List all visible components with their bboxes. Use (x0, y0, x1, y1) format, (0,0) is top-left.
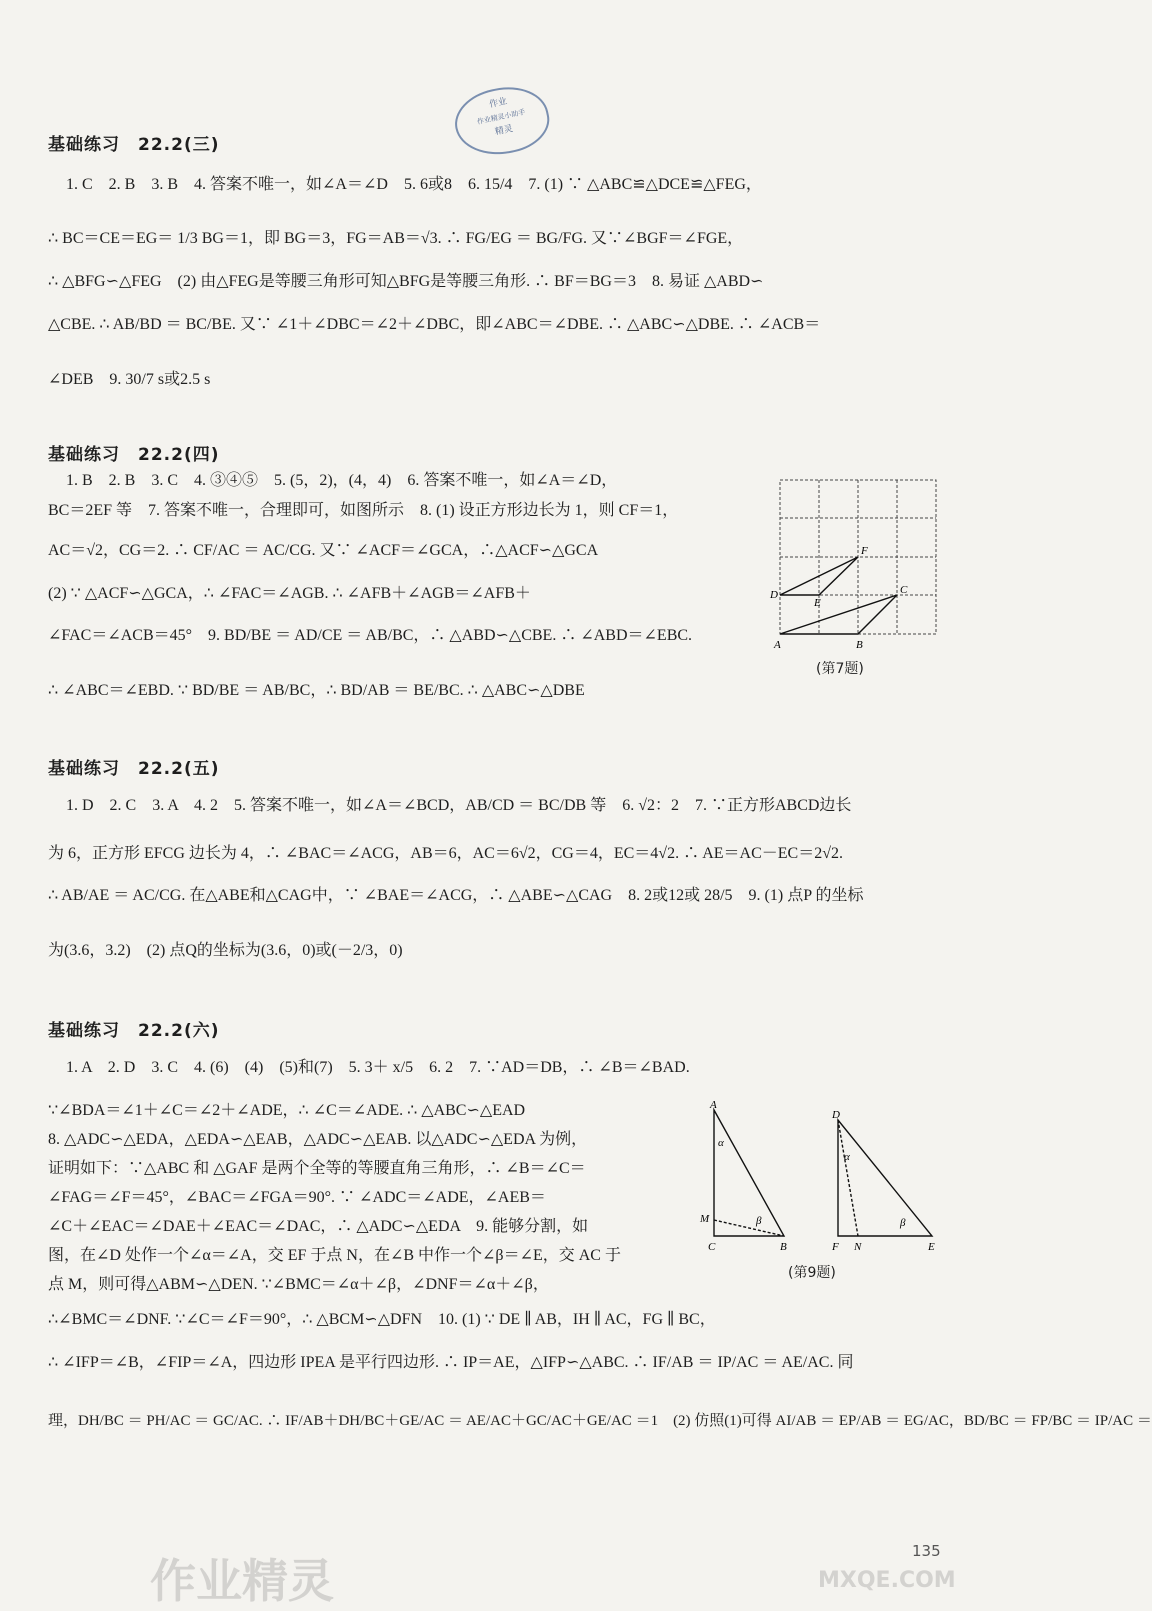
text-line: ∴ BC＝CE＝EG＝ 1/3 BG＝1，即 BG＝3，FG＝AB＝√3. ∴ FG/EG ＝ BG/FG. 又∵∠BGF＝∠FGE， (48, 230, 744, 247)
stamp-logo: 作业 作业精灵小助手 精灵 (449, 79, 555, 163)
text-line: △CBE. ∴ AB/BD ＝ BC/BE. 又∵ ∠1＋∠DBC＝∠2＋∠DBC，即∠ABC＝∠DBE. ∴ △ABC∽△DBE. ∴ ∠ACB＝ (48, 316, 821, 333)
point-label: N (854, 1241, 862, 1253)
text-line: ∴ △BFG∽△FEG (2) 由△FEG是等腰三角形可知△BFG是等腰三角形. ∴ BF＝BG＝3 8. 易证 △ABD∽ (48, 273, 764, 290)
text-line: 1. D 2. C 3. A 4. 2 5. 答案不唯一，如∠A＝∠BCD，AB/CD ＝ BC/DB 等 6. √2：2 7. ∵正方形ABCD边长 (66, 797, 852, 814)
text-line: ∴∠BMC＝∠DNF. ∵∠C＝∠F＝90°，∴ △BCM∽△DFN 10. (1) ∵ DE ∥ AB，IH ∥ AC，FG ∥ BC， (48, 1311, 716, 1328)
section-heading-3: 基础练习 22.2(三) (48, 135, 220, 155)
point-label: D (770, 589, 778, 601)
figure-7-caption: (第7题) (816, 661, 864, 677)
watermark-corner: MXQE.COM (818, 1568, 956, 1593)
section-heading-6: 基础练习 22.2(六) (48, 1021, 220, 1041)
point-label: E (928, 1241, 935, 1253)
text-line: ∴ ∠ABC＝∠EBD. ∵ BD/BE ＝ AB/BC，∴ BD/AB ＝ BE/BC. ∴ △ABC∽△DBE (48, 682, 585, 699)
text-line: ∴ AB/AE ＝ AC/CG. 在△ABE和△CAG中，∵ ∠BAE＝∠ACG，∴ △ABE∽△CAG 8. 2或12或 28/5 9. (1) 点P 的坐标 (48, 887, 864, 904)
point-label: C (708, 1241, 716, 1253)
text-line: ∴ ∠IFP＝∠B，∠FIP＝∠A，四边形 IPEA 是平行四边形. ∴ IP＝AE，△IFP∽△ABC. ∴ IF/AB ＝ IP/AC ＝ AE/AC. 同 (48, 1354, 854, 1371)
point-label: α (844, 1151, 850, 1163)
point-label: M (700, 1213, 710, 1225)
text-line: BC＝2EF 等 7. 答案不唯一，合理即可，如图所示 8. (1) 设正方形边长为 1，则 CF＝1， (48, 502, 679, 519)
figure-9-caption: (第9题) (788, 1265, 836, 1281)
point-label: F (861, 545, 868, 557)
text-line: 证明如下：∵△ABC 和 △GAF 是两个全等的等腰直角三角形，∴ ∠B＝∠C＝ (48, 1160, 586, 1177)
text-line: 1. C 2. B 3. B 4. 答案不唯一，如∠A＝∠D 5. 6或8 6. 15/4 7. (1) ∵ △ABC≌△DCE≌△FEG， (66, 176, 762, 193)
text-line: ∠C＋∠EAC＝∠DAE＋∠EAC＝∠DAC，∴ △ADC∽△EDA 9. 能够分割，如 (48, 1218, 589, 1235)
point-label: A (710, 1099, 717, 1111)
point-label: A (774, 639, 781, 651)
text-line: ∠DEB 9. 30/7 s或2.5 s (48, 371, 211, 388)
section-heading-5: 基础练习 22.2(五) (48, 759, 220, 779)
point-label: E (814, 597, 821, 609)
text-line: 8. △ADC∽△EDA，△EDA∽△EAB，△ADC∽△EAB. 以△ADC∽△EDA 为例， (48, 1131, 588, 1148)
point-label: β (756, 1215, 762, 1227)
point-label: D (832, 1109, 840, 1121)
text-line: 1. A 2. D 3. C 4. (6) (4) (5)和(7) 5. 3＋ x/5 6. 2 7. ∵AD＝DB，∴ ∠B＝∠BAD. (66, 1059, 690, 1076)
text-line: 点 M，则可得△ABM∽△DEN. ∵∠BMC＝∠α＋∠β，∠DNF＝∠α＋∠β， (48, 1276, 549, 1293)
text-line: (2) ∵ △ACF∽△GCA，∴ ∠FAC＝∠AGB. ∴ ∠AFB＋∠AGB＝∠AFB＋ (48, 585, 531, 602)
point-label: α (718, 1137, 724, 1149)
figure-9-triangles (694, 1098, 944, 1258)
text-line: 为(3.6，3.2) (2) 点Q的坐标为(3.6，0)或(－2/3，0) (48, 942, 403, 959)
text-line: ∵∠BDA＝∠1＋∠C＝∠2＋∠ADE，∴ ∠C＝∠ADE. ∴ △ABC∽△EAD (48, 1102, 526, 1119)
text-line: 理，DH/BC ＝ PH/AC ＝ GC/AC. ∴ IF/AB＋DH/BC＋GE/AC ＝ AE/AC＋GC/AC＋GE/AC ＝1 (2) 仿照(1)可得 AI/AB ＝ EP/AB ＝ EG/AC，BD/BC ＝ FP/BC ＝ IP/AC ＝ (48, 1413, 1152, 1429)
text-line: 1. B 2. B 3. C 4. ③④⑤ 5. (5，2)，(4，4) 6. 答案不唯一，如∠A＝∠D， (66, 472, 618, 489)
point-label: B (780, 1241, 787, 1253)
text-line: ∠FAG＝∠F＝45°，∠BAC＝∠FGA＝90°. ∵ ∠ADC＝∠ADE，∠AEB＝ (48, 1189, 546, 1206)
point-label: F (832, 1241, 839, 1253)
point-label: β (900, 1217, 906, 1229)
watermark-text: 作业精灵 (150, 1554, 334, 1608)
text-line: 为 6，正方形 EFCG 边长为 4，∴ ∠BAC＝∠ACG，AB＝6，AC＝6√2，CG＝4，EC＝4√2. ∴ AE＝AC－EC＝2√2. (48, 845, 843, 862)
figure-7-grid (770, 476, 940, 656)
text-line: ∠FAC＝∠ACB＝45° 9. BD/BE ＝ AD/CE ＝ AB/BC，∴ △ABD∽△CBE. ∴ ∠ABD＝∠EBC. (48, 627, 693, 644)
point-label: C (900, 584, 908, 596)
page-number: 135 (912, 1542, 941, 1560)
section-heading-4: 基础练习 22.2(四) (48, 445, 220, 465)
point-label: B (856, 639, 863, 651)
text-line: 图，在∠D 处作一个∠α＝∠A，交 EF 于点 N，在∠B 中作一个∠β＝∠E，交 AC 于 (48, 1247, 621, 1264)
text-line: AC＝√2，CG＝2. ∴ CF/AC ＝ AC/CG. 又∵ ∠ACF＝∠GCA，∴△ACF∽△GCA (48, 542, 599, 559)
